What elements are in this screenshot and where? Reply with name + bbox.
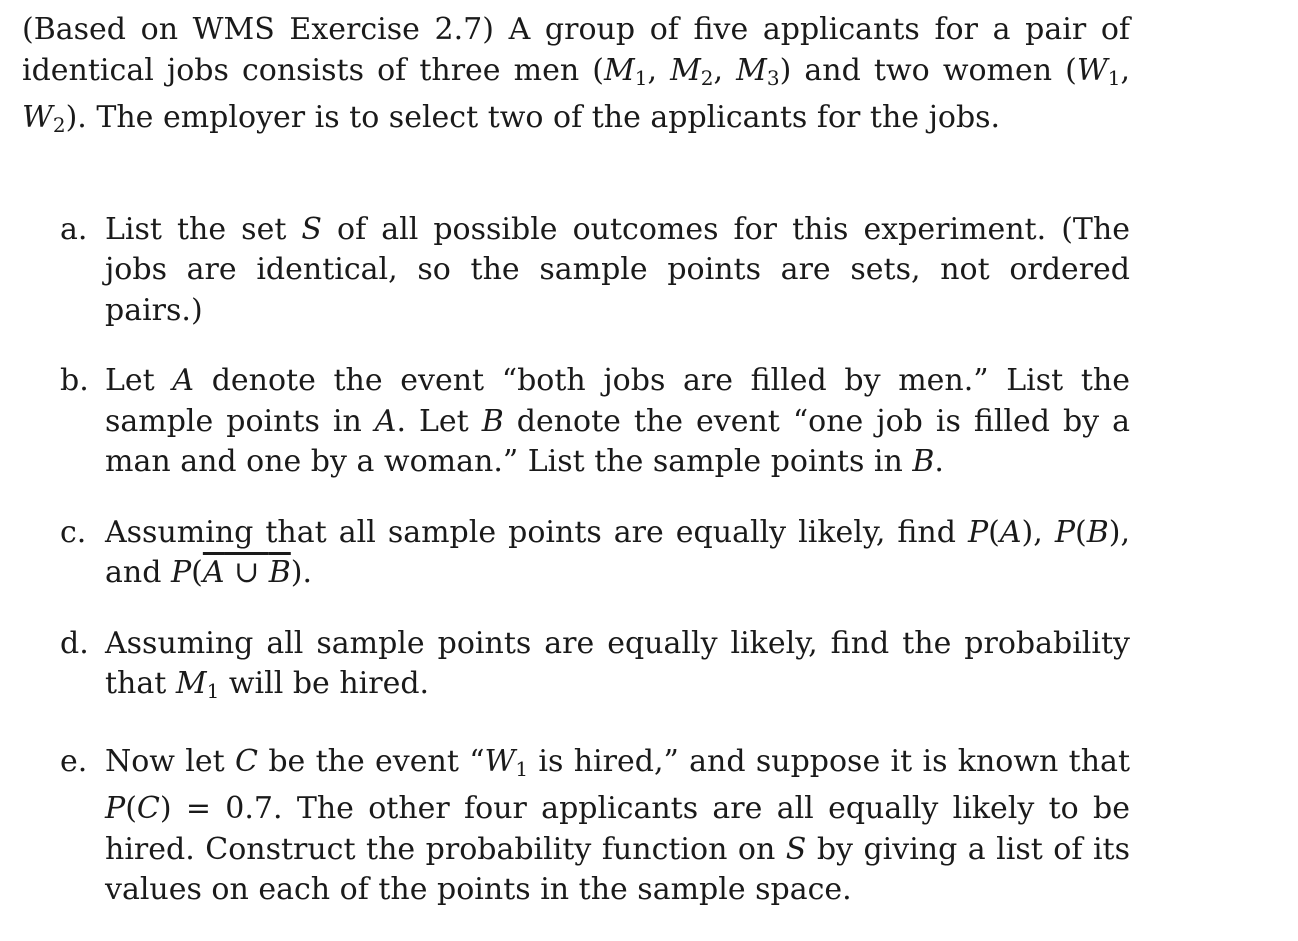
- exercise-part-b: [22, 361, 1130, 483]
- exercise-part-c: [22, 513, 1130, 594]
- part-text: Assuming all sample points are equally likely, find the probability that $M_1$ will be hired.: [105, 625, 1130, 703]
- part-text: Now let C be the event “$W_1$ is hired,” and suppose it is known that P(C) = 0.7. The other four applicants are all equally likely to be hired. Construct the probability function on S by giving a list of its values on each of the points in the sample space.: [105, 743, 1130, 907]
- part-label: d.: [60, 625, 89, 661]
- exercise-page: [22, 10, 1130, 941]
- part-text: List the set S of all possible outcomes for this experiment. (The jobs are identical, so the sample points are sets, not ordered pairs.): [105, 211, 1130, 328]
- part-text: Assuming that all sample points are equally likely, find P(A), P(B), and P(A ∪ B).: [105, 514, 1131, 590]
- part-label: c.: [60, 514, 87, 550]
- exercise-part-e: [22, 742, 1130, 911]
- part-label: e.: [60, 743, 88, 779]
- exercise-part-a: [22, 210, 1130, 332]
- part-label: a.: [60, 211, 88, 247]
- part-label: b.: [60, 363, 89, 398]
- part-text: Let A denote the event “both jobs are filled by men.” List the sample points in A. Let B denote the event “one job is filled by a man and one by a woman.” List the sample points in B.: [105, 363, 1130, 479]
- exercise-part-d: [22, 624, 1130, 712]
- exercise-intro: (Based on WMS Exercise 2.7) A group of five applicants for a pair of identical jobs consists of three men ($M_1$, $M_2$, $M_3$) and two women ($W_1$, $W_2$). The employer is to select two of the applicants for the jobs.: [22, 12, 1131, 137]
- exercise-parts-list: [22, 210, 1130, 911]
